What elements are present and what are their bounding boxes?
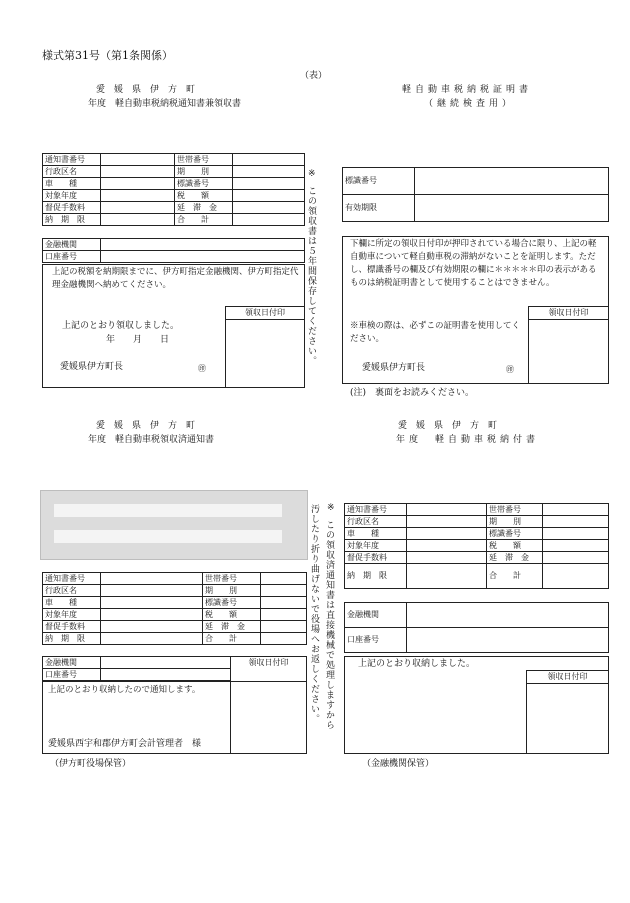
field-value xyxy=(101,178,175,190)
field-value xyxy=(101,585,203,597)
field-label: 税 額 xyxy=(487,540,543,552)
field-label: 督促手数料 xyxy=(43,202,101,214)
table-row xyxy=(43,214,305,226)
field-label: 納 期 限 xyxy=(43,214,101,226)
table-row xyxy=(43,178,305,190)
deadline-label-3: 納 期 限 xyxy=(345,564,407,589)
field-value xyxy=(101,202,175,214)
field-value xyxy=(543,528,609,540)
table-row xyxy=(345,516,609,528)
notice-info-table xyxy=(42,153,305,226)
field-label: 行政区名 xyxy=(43,585,101,597)
receipt-notice-table xyxy=(42,572,307,645)
payment-instruction: 上記の税額を納期限までに、伊方町指定金融機関、伊方町指定代理金融機関へ納めてください。 xyxy=(52,267,299,290)
field-label: 世帯番号 xyxy=(487,504,543,516)
field-label: 標識番号 xyxy=(487,528,543,540)
field-value xyxy=(407,504,487,516)
field-label: 督促手数料 xyxy=(43,621,101,633)
table-row xyxy=(345,540,609,552)
field-value xyxy=(101,609,203,621)
field-label: 期 別 xyxy=(175,166,233,178)
field-value xyxy=(261,633,307,645)
field-value xyxy=(233,154,305,166)
certificate-note: 下欄に所定の領収日付印が押印されている場合に限り、上記の軽自動車について軽自動車税の滞納がないことを証明します。ただし、標識番号の欄及び有効期限の欄に＊＊＊＊＊印の表示があるものは納税証明書として使用することはできません。 xyxy=(350,239,597,288)
receipt-stamp-label-2: 領収日付印 xyxy=(231,657,307,669)
field-label: 対象年度 xyxy=(43,190,101,202)
field-label: 税 額 xyxy=(175,190,233,202)
treasurer-name: 愛媛県西宇和郡伊方町会計管理者 様 xyxy=(48,739,202,749)
field-value xyxy=(101,633,203,645)
field-value xyxy=(101,154,175,166)
field-value xyxy=(101,573,203,585)
note-mark: ※ xyxy=(308,169,316,179)
field-value xyxy=(407,516,487,528)
field-value xyxy=(261,573,307,585)
certificate-seal: ㊞ xyxy=(506,365,514,374)
field-label: 延 滞 金 xyxy=(203,621,261,633)
field-value xyxy=(101,214,175,226)
field-label: 行政区名 xyxy=(43,166,101,178)
total-label-3: 合 計 xyxy=(487,564,543,589)
payment-slip-title: 年度 軽自動車税納付書 xyxy=(396,435,540,445)
municipality-heading-2: 愛 媛 県 伊 方 町 xyxy=(96,421,196,431)
receipt-stamp-label: 領収日付印 xyxy=(226,307,304,320)
table-row xyxy=(43,633,307,645)
table-row xyxy=(43,166,305,178)
table-row xyxy=(43,609,307,621)
certificate-stamp-label: 領収日付印 xyxy=(529,307,608,320)
keep-receipt-note: この領収書は５年間保存してください。 xyxy=(306,186,316,366)
table-row xyxy=(345,504,609,516)
table-row xyxy=(345,528,609,540)
bank-account-table xyxy=(42,238,305,263)
address-line-1 xyxy=(54,504,282,517)
field-value xyxy=(101,190,175,202)
receipt-notice-title: 年度 軽自動車税領収済通知書 xyxy=(88,435,215,445)
note-mark-2: ※ xyxy=(327,503,335,513)
table-row xyxy=(43,597,307,609)
machine-processing-note: この領収済通知書は直接機械で処理しますから xyxy=(324,520,334,730)
field-value xyxy=(233,178,305,190)
field-value xyxy=(101,597,203,609)
municipality-heading-3: 愛 媛 県 伊 方 町 xyxy=(398,421,498,431)
field-value xyxy=(233,214,305,226)
address-line-2 xyxy=(54,530,282,543)
bank-keep-label: （金融機関保管） xyxy=(362,759,435,769)
field-label: 通知書番号 xyxy=(43,154,101,166)
table-row xyxy=(43,190,305,202)
field-value xyxy=(101,621,203,633)
field-label: 通知書番号 xyxy=(345,504,407,516)
address-window xyxy=(40,490,308,560)
bank-label-2: 金融機関 xyxy=(43,657,101,669)
field-label: 期 別 xyxy=(203,585,261,597)
field-label: 世帯番号 xyxy=(203,573,261,585)
office-keep-label: （伊方町役場保管） xyxy=(50,759,132,769)
mayor-name: 愛媛県伊方町長 xyxy=(60,362,124,372)
bank-label: 金融機関 xyxy=(43,239,101,251)
field-value xyxy=(407,540,487,552)
field-value xyxy=(233,202,305,214)
field-value xyxy=(101,166,175,178)
field-label: 対象年度 xyxy=(345,540,407,552)
field-label: 車 種 xyxy=(43,597,101,609)
table-row xyxy=(43,573,307,585)
receipt-bank-table xyxy=(42,656,307,681)
field-label: 標識番号 xyxy=(203,597,261,609)
table-row xyxy=(345,552,609,564)
field-value xyxy=(233,190,305,202)
account-label-3: 口座番号 xyxy=(345,628,407,653)
field-label: 督促手数料 xyxy=(345,552,407,564)
field-value xyxy=(233,166,305,178)
table-row xyxy=(43,621,307,633)
field-value xyxy=(543,504,609,516)
certificate-info-table xyxy=(342,167,609,222)
receipt-stamp-box xyxy=(225,306,305,388)
payment-stamp-box xyxy=(526,670,609,754)
field-value xyxy=(407,528,487,540)
payment-stamp-label: 領収日付印 xyxy=(527,671,608,684)
field-label: 延 滞 金 xyxy=(487,552,543,564)
field-value xyxy=(261,585,307,597)
bank-label-3: 金融機関 xyxy=(345,603,407,628)
account-label-2: 口座番号 xyxy=(43,669,101,681)
field-label: 車 種 xyxy=(345,528,407,540)
table-row xyxy=(43,585,307,597)
field-label: 世帯番号 xyxy=(175,154,233,166)
table-row xyxy=(43,202,305,214)
certificate-footnote: (注) 裏面をお読みください。 xyxy=(350,388,475,398)
notify-statement: 上記のとおり収納したので通知します。 xyxy=(48,685,201,695)
certificate-title: 軽自動車税納税証明書 xyxy=(402,85,533,95)
payment-slip-table xyxy=(344,503,609,589)
field-value xyxy=(543,540,609,552)
municipality-heading: 愛 媛 県 伊 方 町 xyxy=(96,85,196,95)
return-undamaged-note: 汚したり折り曲げないで役場へお返しください。 xyxy=(309,504,319,724)
receipt-date: 年 月 日 xyxy=(106,335,170,345)
payment-bank-table xyxy=(344,602,609,653)
form-number: 様式第31号（第1条関係） xyxy=(42,49,173,62)
notice-receipt-title: 年度 軽自動車税納税通知書兼領収書 xyxy=(88,99,242,109)
certificate-mayor: 愛媛県伊方町長 xyxy=(362,363,426,373)
table-row xyxy=(43,154,305,166)
field-value xyxy=(261,609,307,621)
field-label: 通知書番号 xyxy=(43,573,101,585)
field-label: 税 額 xyxy=(203,609,261,621)
valid-until-label: 有効期限 xyxy=(343,195,415,222)
field-label: 合 計 xyxy=(175,214,233,226)
field-label: 車 種 xyxy=(43,178,101,190)
field-value xyxy=(407,552,487,564)
certificate-subtitle: （継続検査用） xyxy=(424,99,516,109)
field-label: 行政区名 xyxy=(345,516,407,528)
seal-mark: ㊞ xyxy=(198,364,206,373)
field-value xyxy=(543,552,609,564)
field-label: 標識番号 xyxy=(175,178,233,190)
certificate-stamp-box xyxy=(528,306,609,384)
plate-number-label: 標識番号 xyxy=(343,168,415,195)
front-side-label: （表） xyxy=(300,71,328,81)
field-value xyxy=(261,621,307,633)
field-label: 期 別 xyxy=(487,516,543,528)
inspection-note: ※車検の際は、必ずこの証明書を使用してください。 xyxy=(350,321,521,344)
received-statement: 上記のとおり領収しました。 xyxy=(62,321,180,331)
field-value xyxy=(261,597,307,609)
field-value xyxy=(543,516,609,528)
field-label: 延 滞 金 xyxy=(175,202,233,214)
account-label: 口座番号 xyxy=(43,251,101,263)
field-label: 合 計 xyxy=(203,633,261,645)
field-label: 納 期 限 xyxy=(43,633,101,645)
field-label: 対象年度 xyxy=(43,609,101,621)
payment-received: 上記のとおり収納しました。 xyxy=(358,659,476,669)
